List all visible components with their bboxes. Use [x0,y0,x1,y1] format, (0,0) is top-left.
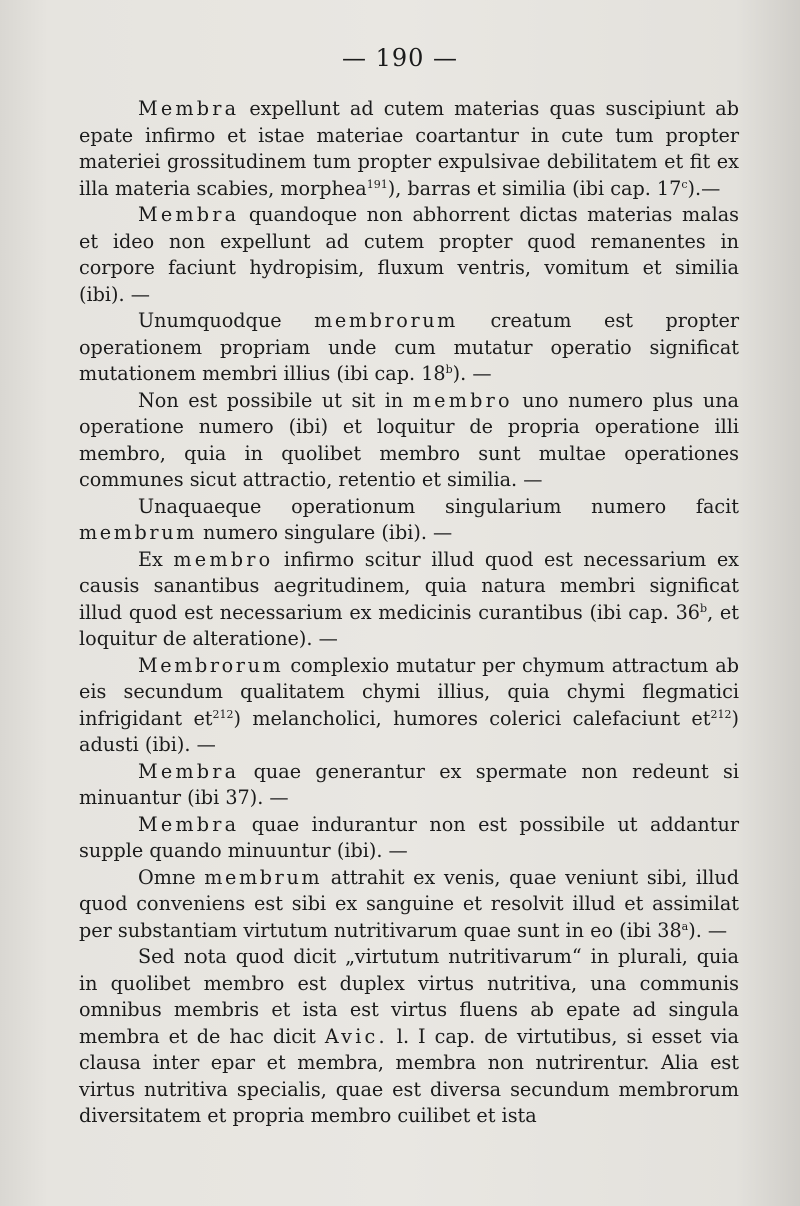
text-run: attrahit ex venis, quae veniunt sibi, illud quod conveniens est sibi ex sanguine et resolvit illud et assimilat per substantiam virtutum nutritivarum quae sunt in eo (ibi 38 [79,865,739,942]
paragraph [79,653,739,759]
text-run: ). — [452,362,492,385]
spaced-keyword: membro [173,547,274,571]
footnote-marker: a [681,919,689,933]
paragraph [79,812,739,865]
spaced-keyword: membrum [204,865,323,889]
paragraph [79,944,739,1130]
paragraph [79,547,739,653]
spaced-keyword: Avic. [324,1024,388,1048]
text-run: Omne [138,865,205,889]
text-run: Ex [138,547,174,571]
paragraph [79,308,739,388]
page-number: — 190 — [341,44,459,72]
text-block [79,96,739,1130]
spaced-keyword: membrorum [314,309,458,332]
footnote-marker: 191 [366,177,388,191]
paragraph [79,388,739,494]
spaced-keyword: Membra [138,97,240,120]
paragraph [79,202,739,308]
text-run: expellunt ad cutem materias quas suscipiunt ab epate infirmo et istae materiae coartantur in cute tum propter materiei grossitudinem tum propter expulsivae debilitatem et fit ex illa materia scabies, morphea [79,97,739,200]
spaced-keyword: Membra [138,759,240,783]
text-run: creatum est propter operationem propriam unde cum mutatur operatio significat mutationem membri illius (ibi cap. 18 [79,309,739,385]
text-run: ). — [688,918,728,942]
text-run: complexio mutatur per chymum attractum ab eis secundum qualitatem chymi illius, quia chymi flegmatici infrigidant et [79,653,739,730]
spaced-keyword: Membra [138,812,240,836]
text-run: l. I cap. de virtutibus, si esset via clausa inter epar et membra, membra non nutrirentur. Alia est virtus nutritiva specialis, quae est diversa secundum membrorum diversitatem et propria membro cuilibet et ista [79,1024,739,1127]
spaced-keyword: Membra [138,203,240,226]
text-run: Non est possibile ut sit in [138,388,413,412]
footnote-marker: b [700,601,708,615]
paragraph [79,865,739,945]
footnote-marker: b [445,363,453,376]
text-run: , et loquitur de alteratione). — [79,600,740,650]
text-run: Unumquodque [138,309,315,332]
paragraph [79,494,739,547]
footnote-marker: c [681,177,688,191]
paragraph [79,759,739,812]
spaced-keyword: Membrorum [138,653,284,677]
footnote-marker: 212 [212,707,234,721]
text-run: numero singulare (ibi). — [196,521,453,544]
text-run: quandoque non abhorrent dictas materias malas et ideo non expellunt ad cutem propter quod remanentes in corpore faciunt hydropisim, fluxum ventris, vomitum et similia (ibi). — [79,203,739,306]
text-run: quae generantur ex spermate non redeunt si minuantur (ibi 37). — [79,759,739,809]
text-run: ).— [687,176,721,200]
spaced-keyword: membrum [79,521,197,544]
spaced-keyword: membro [412,388,513,412]
text-run: Sed nota quod dicit „virtutum nutritivarum“ in plurali, quia in quolibet membro est duplex virtus nutritiva, una communis omnibus membris et ista est virtus fluens ab epate ad singula membra et de hac dicit [79,945,739,1048]
footnote-marker: 212 [710,707,732,721]
text-run: Unaquaeque operationum singularium numero facit [138,494,739,518]
paragraph [79,96,739,202]
text-run: ), barras et similia (ibi cap. 17 [387,176,682,200]
text-run: quae indurantur non est possibile ut addantur supple quando minuuntur (ibi). — [79,812,739,862]
text-run: infirmo scitur illud quod est necessarium ex causis sanantibus aegritudinem, quia natura membri significat illud quod est necessarium ex medicinis curantibus (ibi cap. 36 [79,547,739,624]
text-run: ) adusti (ibi). — [79,706,740,756]
text-run: ) melancholici, humores colerici calefaciunt et [233,706,711,730]
text-run: uno numero plus una operatione numero (ibi) et loquitur de propria operatione illi membro, quia in quolibet membro sunt multae operationes communes sicut attractio, retentio et similia. — [79,388,739,491]
